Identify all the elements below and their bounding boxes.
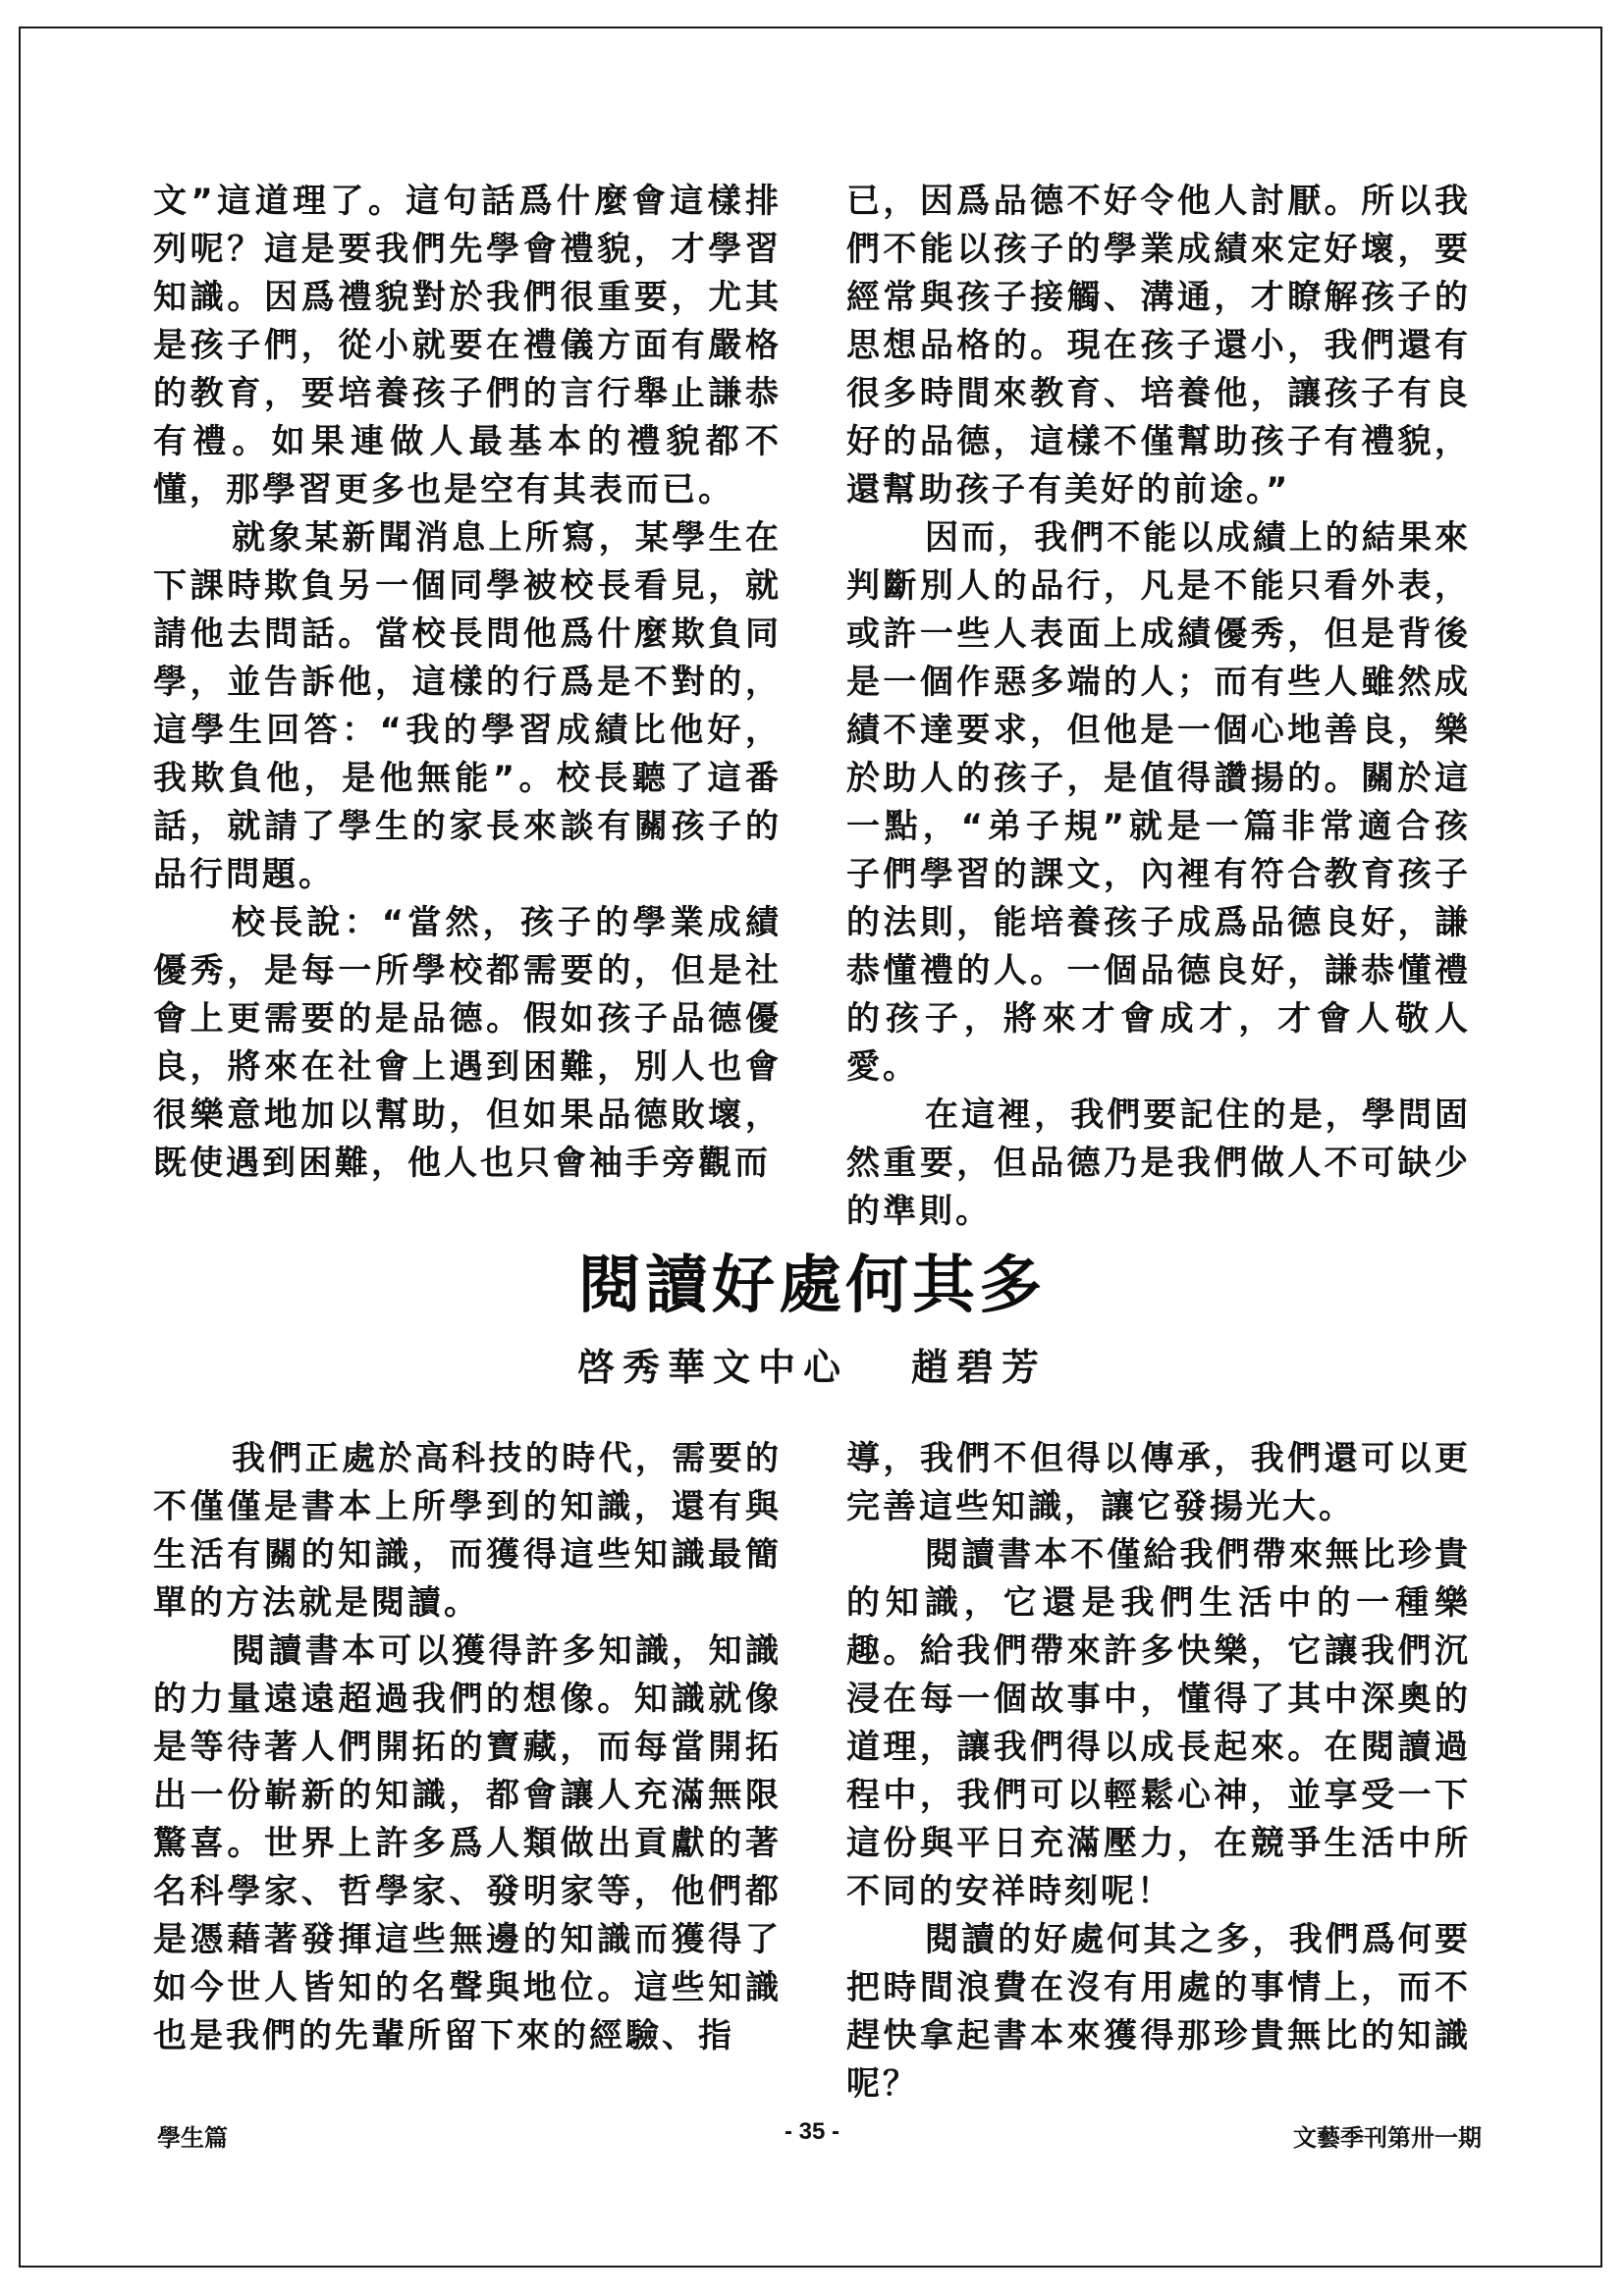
paragraph: 閱讀書本不僅給我們帶來無比珍貴的知識，它還是我們生活中的一種樂趣。給我們帶來許多快樂，它讓我們沉浸在每一個故事中，懂得了其中深奧的道理，讓我們得以成長起來。在閱讀過程中，我們可以輕鬆心神，並享受一下這份與平日充滿壓力，在競爭生活中所不同的安祥時刻呢！: [846, 1535, 1471, 1911]
byline-organization: 啓秀華文中心: [576, 1345, 848, 1389]
article-right-column: [846, 1435, 1471, 2109]
byline-author: 趙碧芳: [911, 1345, 1048, 1389]
paragraph: 已，因爲品德不好令他人討厭。所以我們不能以孩子的學業成績來定好壞，要經常與孩子接觸、溝通，才瞭解孩子的思想品格的。現在孩子還小，我們還有很多時間來教育、培養他，讓孩子有良好的品德，這樣不僅幫助孩子有禮貌，還幫助孩子有美好的前途。”: [846, 182, 1471, 509]
paragraph: 校長說：“當然，孩子的學業成績優秀，是每一所學校都需要的，但是社會上更需要的是品德。假如孩子品德優良，將來在社會上遇到困難，別人也會很樂意地加以幫助，但如果品德敗壞，既使遇到困難，他人也只會袖手旁觀而: [153, 903, 782, 1183]
paragraph: 文”這道理了。這句話爲什麼會這樣排列呢？這是要我們先學會禮貌，才學習知識。因爲禮貌對於我們很重要，尤其是孩子們，從小就要在禮儀方面有嚴格的教育，要培養孩子們的言行舉止謙恭有禮。如果連做人最基本的禮貌都不懂，那學習更多也是空有其表而已。: [153, 182, 782, 509]
paragraph: 閱讀書本可以獲得許多知識，知識的力量遠遠超過我們的想像。知識就像是等待著人們開拓的寶藏，而每當開拓出一份嶄新的知識，都會讓人充滿無限驚喜。世界上許多爲人類做出貢獻的著名科學家、哲學家、發明家等，他們都是憑藉著發揮這些無邊的知識而獲得了如今世人皆知的名聲與地位。這些知識也是我們的先輩所留下來的經驗、指: [153, 1631, 782, 2056]
previous-article-left-column: [153, 178, 782, 1188]
footer-publication: 文藝季刊第卅一期: [1293, 2125, 1482, 2152]
previous-article-right-column: [846, 178, 1471, 1236]
paragraph: 因而，我們不能以成績上的結果來判斷別人的品行，凡是不能只看外表，或許一些人表面上成績優秀，但是背後是一個作惡多端的人；而有些人雖然成績不達要求，但他是一個心地善良，樂於助人的孩子，是值得讚揚的。關於這一點，“弟子規”就是一篇非常適合孩子們學習的課文，內裡有符合教育孩子的法則，能培養孩子成爲品德良好，謙恭懂禮的人。一個品德良好，謙恭懂禮的孩子，將來才會成才，才會人敬人愛。: [846, 518, 1471, 1087]
footer-page-number: - 35 -: [784, 2118, 839, 2145]
article-title: 閱讀好處何其多: [578, 1249, 1046, 1322]
footer-section-label: 學生篇: [157, 2125, 228, 2152]
paragraph: 就象某新聞消息上所寫，某學生在下課時欺負另一個同學被校長看見，就請他去問話。當校長問他爲什麼欺負同學，並告訴他，這樣的行爲是不對的，這學生回答：“我的學習成績比他好，我欺負他，是他無能”。校長聽了這番話，就請了學生的家長來談有關孩子的品行問題。: [153, 518, 782, 894]
paragraph: 閱讀的好處何其之多，我們爲何要把時間浪費在沒有用處的事情上，而不趕快拿起書本來獲得那珍貴無比的知識呢？: [846, 1920, 1471, 2104]
article-left-column: [153, 1435, 782, 2060]
paragraph: 導，我們不但得以傳承，我們還可以更完善這些知識，讓它發揚光大。: [846, 1439, 1471, 1526]
article-byline: [0, 1337, 1624, 1391]
paragraph: 在這裡，我們要記住的是，學問固然重要，但品德乃是我們做人不可缺少的準則。: [846, 1095, 1471, 1231]
paragraph: 我們正處於高科技的時代，需要的不僅僅是書本上所學到的知識，還有與生活有關的知識，而獲得這些知識最簡單的方法就是閱讀。: [153, 1439, 782, 1623]
